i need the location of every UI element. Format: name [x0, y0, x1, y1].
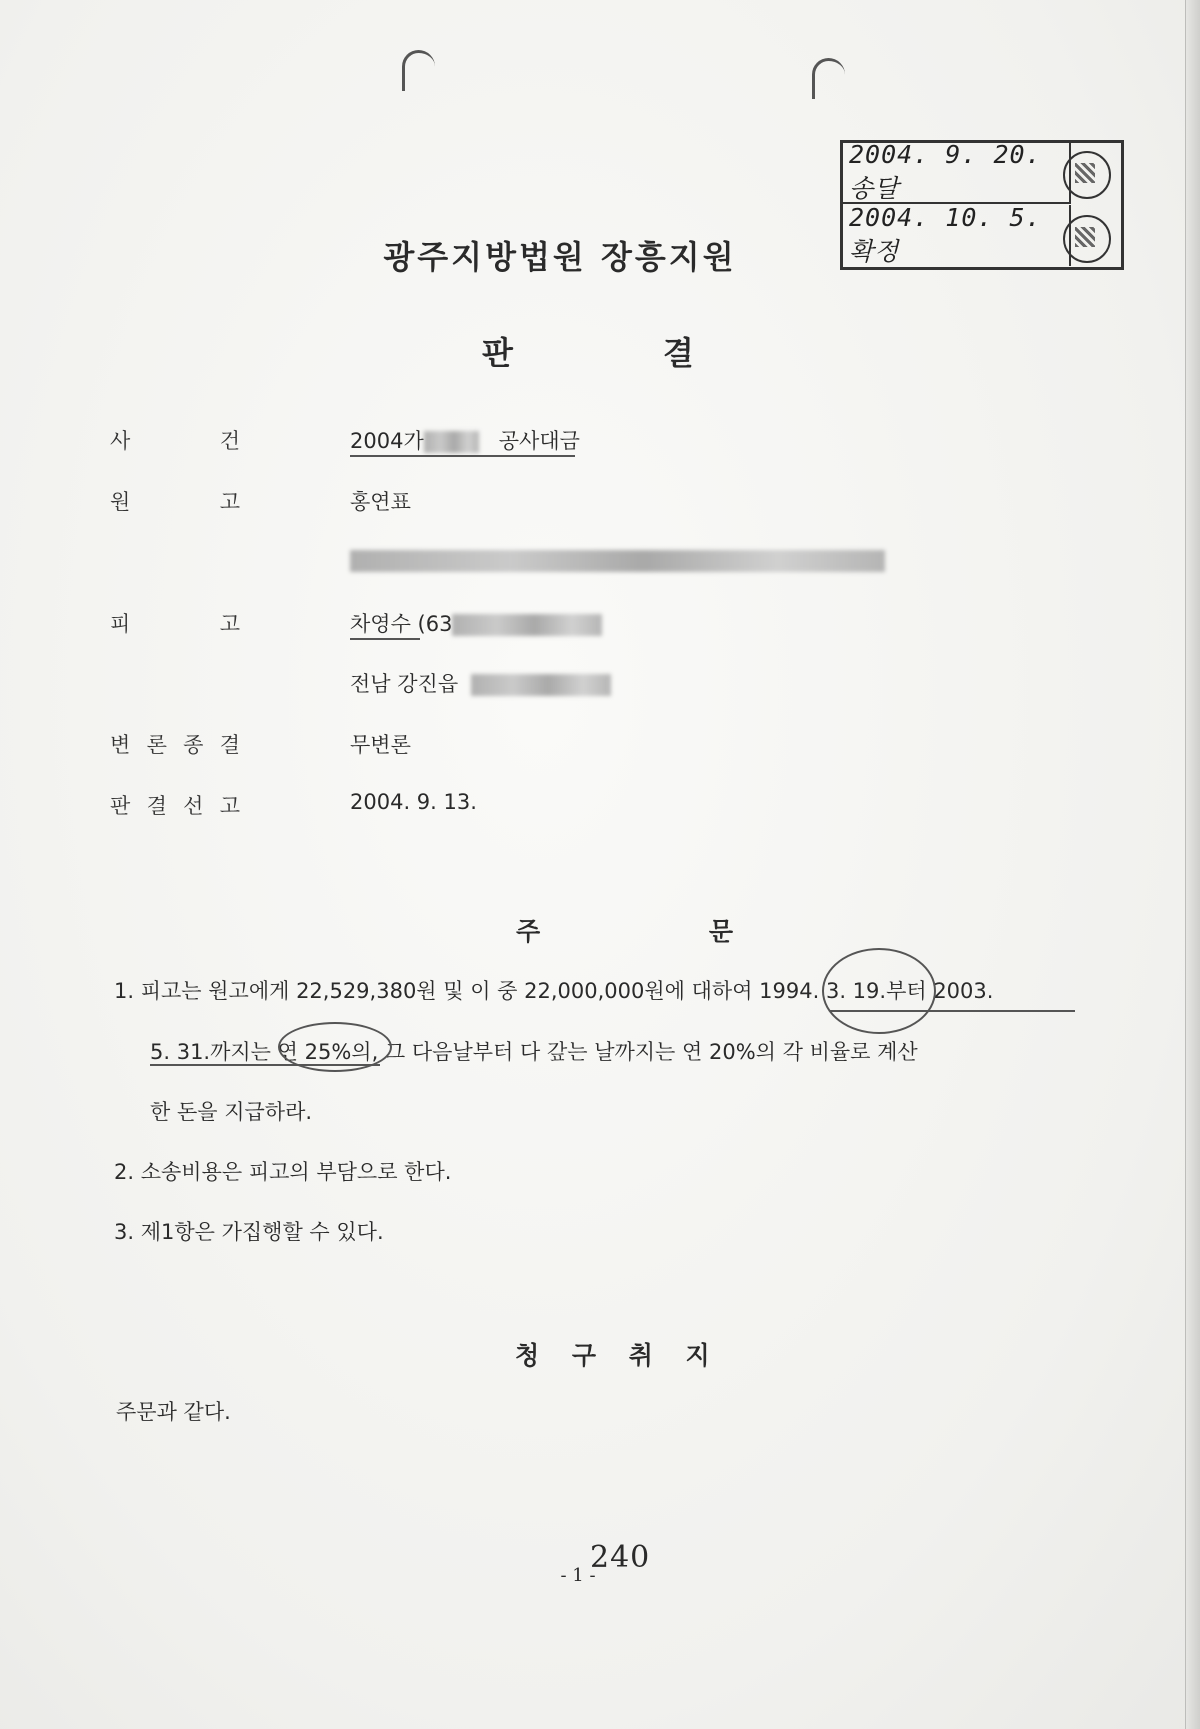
- stamp-final-line: 2004. 10. 5. 확정: [843, 205, 1071, 266]
- defendant-label: 피 고: [110, 612, 240, 636]
- judgment-date: 2004. 9. 13.: [350, 790, 477, 814]
- case-label: 사 건: [110, 429, 240, 453]
- judgment-date-label: 판 결 선 고: [110, 794, 240, 818]
- redaction-block: [424, 431, 479, 453]
- plaintiff-name: 홍연표: [350, 490, 411, 514]
- claim-heading: 청 구 취 지: [515, 1341, 722, 1370]
- defendant-name: 차영수 (63: [350, 608, 602, 638]
- pen-underline: [350, 455, 575, 457]
- case-number: 2004가 공사대금: [350, 429, 580, 453]
- plaintiff-address-redacted: [350, 548, 885, 572]
- argument-end-label: 변 론 종 결: [110, 733, 240, 757]
- plaintiff-label: 원 고: [110, 490, 240, 514]
- document-title: 판결: [482, 334, 844, 372]
- order-item-1-line-1: 1. 피고는 원고에게 22,529,380원 및 이 중 22,000,000원에 대하여 1994. 3. 19.부터 2003.: [114, 979, 994, 1003]
- seal-icon: [1063, 151, 1111, 199]
- order-item-2: 2. 소송비용은 피고의 부담으로 한다.: [114, 1160, 452, 1184]
- order-item-3: 3. 제1항은 가집행할 수 있다.: [114, 1220, 384, 1244]
- punch-hole-mark: [402, 50, 435, 91]
- pen-underline: [350, 638, 420, 640]
- court-name: 광주지방법원 장흥지원: [383, 238, 737, 276]
- redaction-block: [452, 614, 602, 636]
- punch-hole-mark: [812, 58, 845, 99]
- order-item-1-line-2: 5. 31.까지는 연 25%의, 그 다음날부터 다 갚는 날까지는 연 20%의 각 비율로 계산: [150, 1040, 918, 1064]
- claim-text: 주문과 같다.: [116, 1400, 231, 1424]
- defendant-address: 전남 강진읍: [350, 668, 611, 698]
- argument-end-value: 무변론: [350, 733, 411, 757]
- stamp-delivery-line: 2004. 9. 20. 송달: [843, 143, 1071, 204]
- page-edge: [1185, 0, 1200, 1729]
- page-number: - 1 -: [560, 1565, 596, 1586]
- order-heading: 주 문: [516, 917, 814, 946]
- pen-underline: [830, 1010, 1075, 1012]
- redaction-block: [350, 550, 885, 572]
- redaction-block: [471, 674, 611, 696]
- pen-underline: [150, 1064, 380, 1066]
- pen-circle-mark: [822, 948, 936, 1034]
- order-item-1-line-3: 한 돈을 지급하라.: [150, 1100, 313, 1124]
- handwritten-page-count: 240: [590, 1540, 651, 1575]
